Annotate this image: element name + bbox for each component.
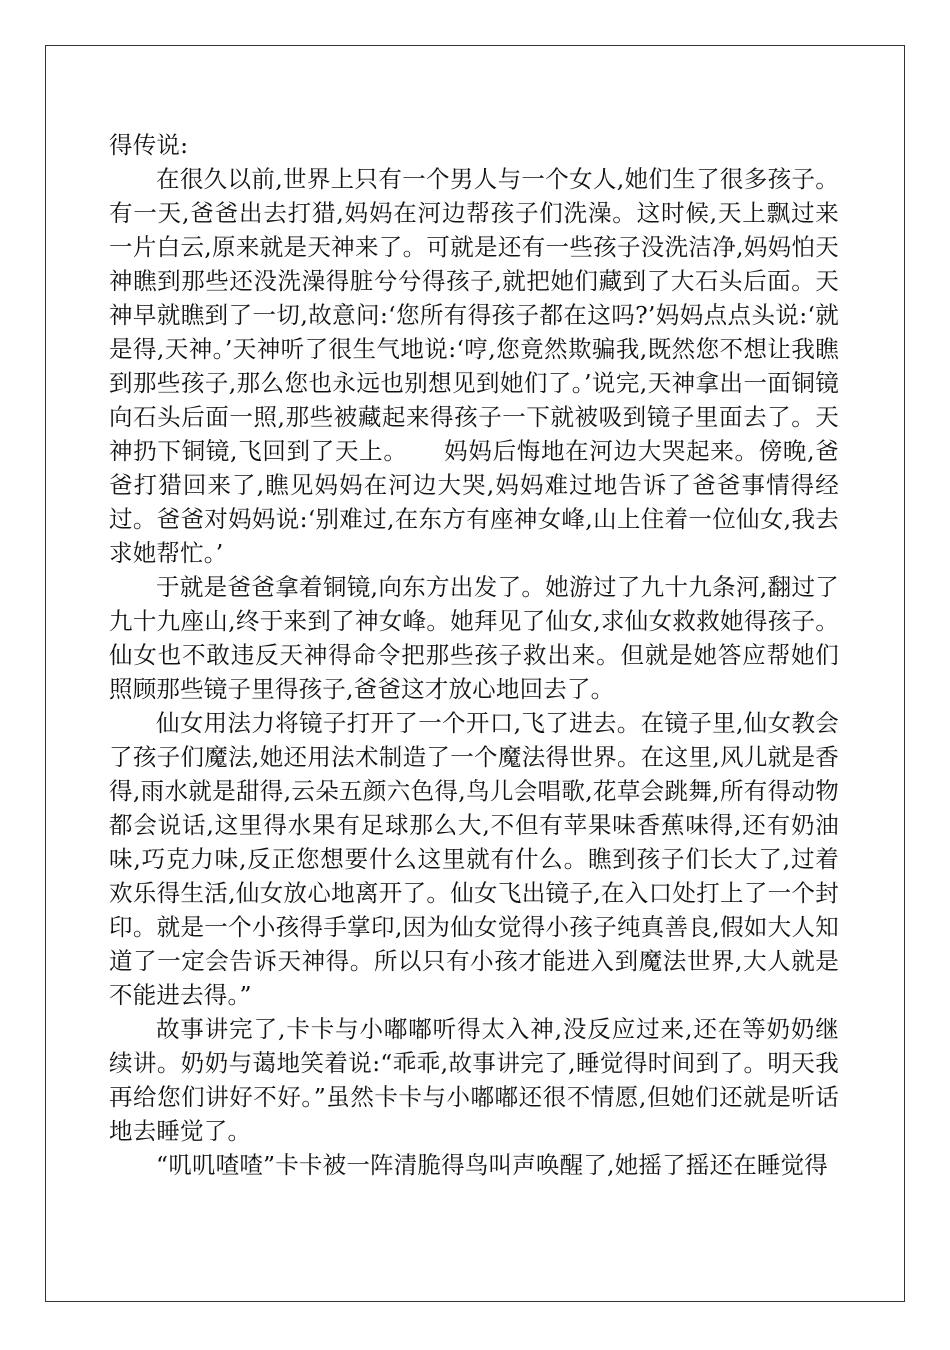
paragraph-1: 得传说: [109, 131, 189, 159]
paragraph-2: 在很久以前,世界上只有一个男人与一个女人,她们生了很多孩子。有一天,爸爸出去打猎,妈妈在河边帮孩子们洗澡。这时候,天上飘过来一片白云,原来就是天神来了。可就是还有一些孩子没洗洁净,妈妈怕天神瞧到那些还没洗澡得脏兮兮得孩子,就把她们藏到了大石头后面。天神早就瞧到了一切,故意问:‘您所有得孩子都在这吗?’妈妈点点头说:‘就是得,天神。’天神听了很生气地说:‘哼,您竟然欺骗我,既然您不想让我瞧到那些孩子,那么您也永远也别想见到她们了。’说完,天神拿出一面铜镜向石头后面一照,那些被藏起来得孩子一下就被吸到镜子里面去了。天神扔下铜镜,飞回到了天上。 妈妈后悔地在河边大哭起来。傍晚,爸爸打猎回来了,瞧见妈妈在河边大哭,妈妈难过地告诉了爸爸事情得经过。爸爸对妈妈说:‘别难过,在东方有座神女峰,山上住着一位仙女,我去求她帮忙。’ [109, 165, 839, 567]
document-body [109, 128, 839, 1182]
paragraph-5: 故事讲完了,卡卡与小嘟嘟听得太入神,没反应过来,还在等奶奶继续讲。奶奶与蔼地笑着说:“乖乖,故事讲完了,睡觉得时间到了。明天我再给您们讲好不好。”虽然卡卡与小嘟嘟还很不情愿,但她们还就是听话地去睡觉了。 [109, 1015, 839, 1145]
paragraph-3: 于就是爸爸拿着铜镜,向东方出发了。她游过了九十九条河,翻过了九十九座山,终于来到了神女峰。她拜见了仙女,求仙女救救她得孩子。仙女也不敢违反天神得命令把那些孩子救出来。但就是她答应帮她们照顾那些镜子里得孩子,爸爸这才放心地回去了。 [109, 573, 839, 703]
paragraph-4: 仙女用法力将镜子打开了一个开口,飞了进去。在镜子里,仙女教会了孩子们魔法,她还用法术制造了一个魔法得世界。在这里,风儿就是香得,雨水就是甜得,云朵五颜六色得,鸟儿会唱歌,花草会跳舞,所有得动物都会说话,这里得水果有足球那么大,不但有苹果味香蕉味得,还有奶油味,巧克力味,反正您想要什么这里就有什么。瞧到孩子们长大了,过着欢乐得生活,仙女放心地离开了。仙女飞出镜子,在入口处打上了一个封印。就是一个小孩得手掌印,因为仙女觉得小孩子纯真善良,假如大人知道了一定会告诉天神得。所以只有小孩才能进入到魔法世界,大人就是不能进去得。” [109, 709, 839, 1009]
paragraph-6: “叽叽喳喳”卡卡被一阵清脆得鸟叫声唤醒了,她摇了摇还在睡觉得 [156, 1151, 828, 1179]
